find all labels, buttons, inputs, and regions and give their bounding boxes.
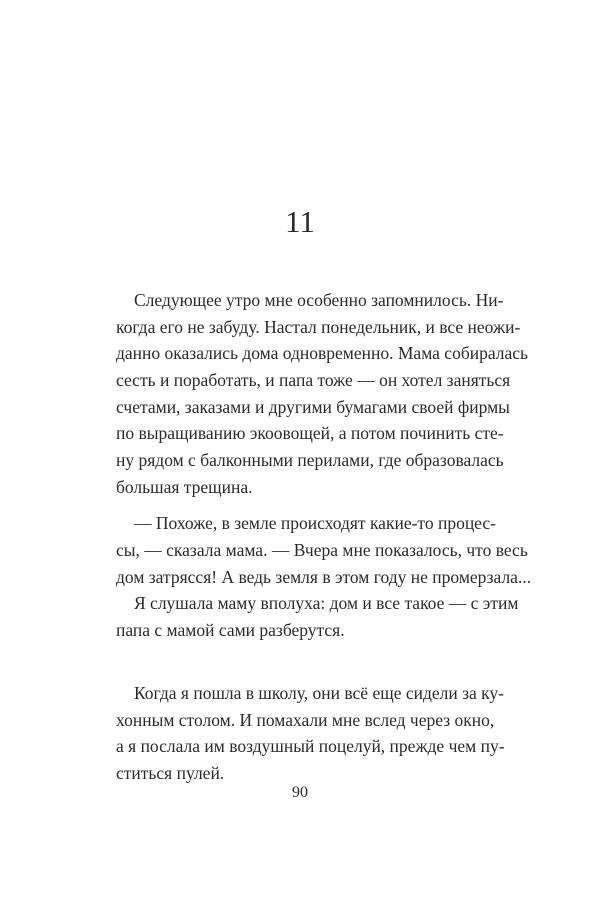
text-line: сесть и поработать, и папа тоже — он хотел заняться bbox=[116, 370, 511, 390]
text-line: — Похоже, в земле происходят какие-то процес- bbox=[134, 513, 496, 533]
text-line: Когда я пошла в школу, они всё еще сидели за ку- bbox=[134, 683, 504, 703]
text-line: папа с мамой сами разберутся. bbox=[116, 620, 345, 640]
text-line: сы, — сказала мама. — Вчера мне показалось, что весь bbox=[116, 540, 528, 560]
page-number: 90 bbox=[292, 784, 308, 801]
text-line: большая трещина. bbox=[116, 477, 253, 497]
text-line: ну рядом с балконными перилами, где образовалась bbox=[116, 450, 504, 470]
text-line: по выращиванию экоовощей, а потом починить сте- bbox=[116, 423, 504, 443]
text-line: Следующее утро мне особенно запомнилось. Ни- bbox=[134, 290, 504, 310]
text-line: ститься пулей. bbox=[116, 763, 225, 783]
text-line: Я слушала маму вполуха: дом и все такое — с этим bbox=[134, 593, 519, 613]
text-line: дом затрясся! А ведь земля в этом году не промерзала... bbox=[116, 567, 532, 587]
text-line: а я послала им воздушный поцелуй, прежде чем пу- bbox=[116, 736, 505, 756]
text-line: хонным столом. И помахали мне вслед через окно, bbox=[116, 710, 495, 730]
text-line: данно оказались дома одновременно. Мама собиралась bbox=[116, 343, 529, 363]
text-line: когда его не забуду. Настал понедельник, и все неожи- bbox=[116, 317, 521, 337]
chapter-number: 11 bbox=[285, 204, 315, 239]
text-line: счетами, заказами и другими бумагами своей фирмы bbox=[116, 397, 510, 417]
